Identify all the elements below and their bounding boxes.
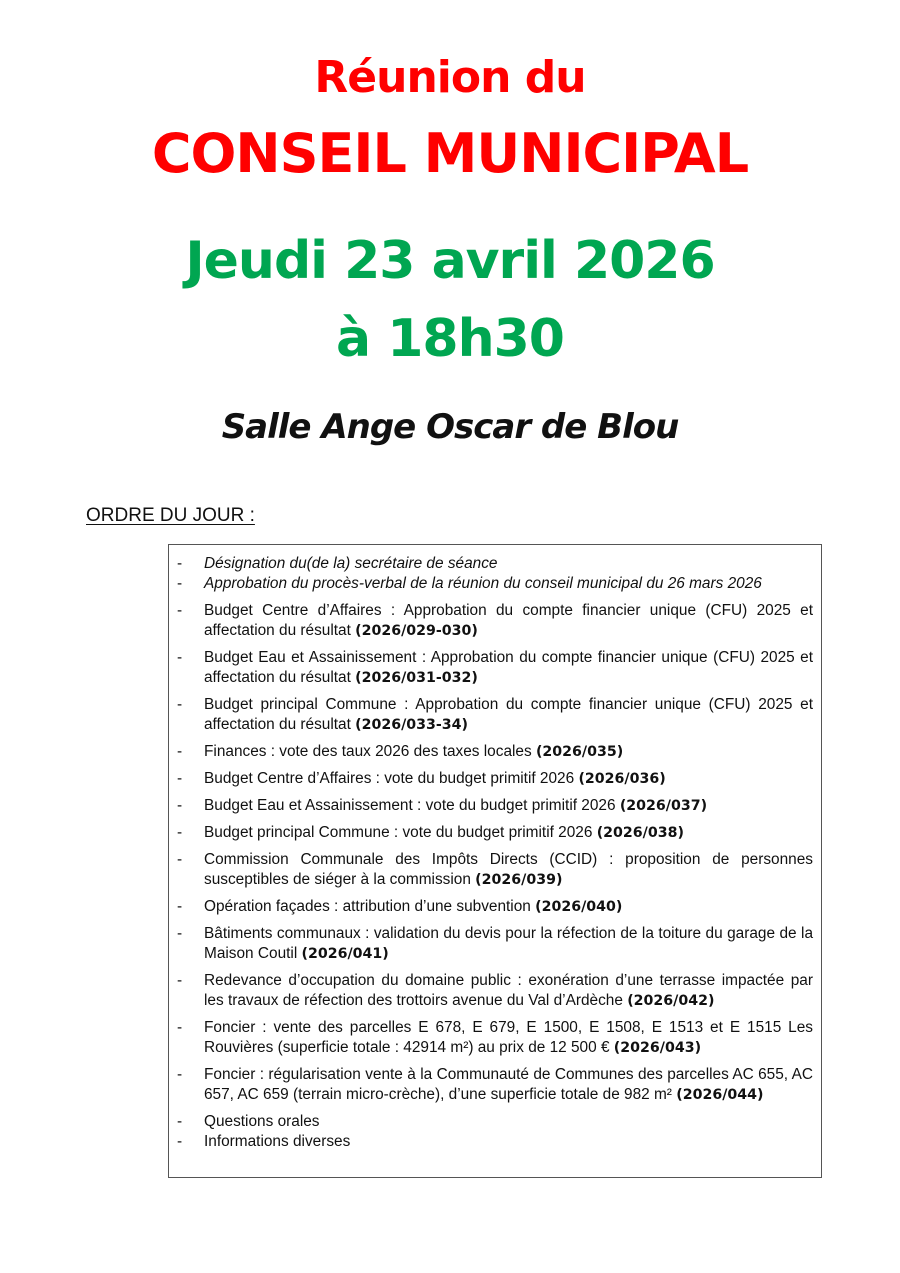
list-dash: - [177, 575, 183, 592]
agenda-item [177, 742, 813, 762]
agenda-item [177, 823, 813, 843]
agenda-item-text: Questions orales [204, 1113, 320, 1130]
agenda-item-text: Budget principal Commune : Approbation du compte financier unique (CFU) 2025 et affectation du résultat [204, 696, 813, 733]
list-dash: - [177, 1113, 183, 1130]
agenda-item-text: Redevance d’occupation du domaine public : exonération d’une terrasse impactée par les travaux de réfection des trottoirs avenue du Val d’Ardèche [204, 972, 813, 1009]
agenda-item-text: Foncier : régularisation vente à la Communauté de Communes des parcelles AC 655, AC 657, AC 659 (terrain micro-crèche), d’une superficie totale de 982 m² [204, 1066, 813, 1103]
deliberation-ref: (2026/029-030) [355, 623, 478, 639]
deliberation-ref: (2026/037) [619, 798, 708, 814]
agenda-item [177, 897, 813, 917]
deliberation-ref: (2026/031-032) [355, 670, 478, 686]
list-dash: - [177, 797, 183, 814]
agenda-item-text: Commission Communale des Impôts Directs (CCID) : proposition de personnes susceptibles de siéger à la commission [204, 851, 813, 888]
agenda-item [177, 1132, 813, 1152]
agenda-item [177, 648, 813, 688]
agenda-item-text: Finances : vote des taux 2026 des taxes locales [204, 743, 536, 760]
deliberation-ref: (2026/035) [535, 744, 624, 760]
deliberation-ref: (2026/044) [676, 1087, 764, 1103]
agenda-item [177, 695, 813, 735]
deliberation-ref: (2026/040) [535, 899, 623, 915]
agenda-item [177, 924, 813, 964]
list-dash: - [177, 824, 183, 841]
deliberation-ref: (2026/036) [578, 771, 666, 787]
agenda-item [177, 554, 813, 574]
list-dash: - [177, 743, 183, 760]
list-dash: - [177, 696, 183, 713]
deliberation-ref: (2026/038) [596, 825, 684, 841]
agenda-item-text: Opération façades : attribution d’une subvention [204, 898, 536, 915]
agenda-item [177, 971, 813, 1011]
deliberation-ref: (2026/039) [475, 872, 563, 888]
list-dash: - [177, 649, 183, 666]
agenda-item-text: Budget Centre d’Affaires : Approbation du compte financier unique (CFU) 2025 et affectation du résultat [204, 602, 813, 639]
agenda-list [177, 554, 813, 1152]
agenda-item-text: Informations diverses [204, 1133, 351, 1150]
meeting-date: Jeudi 23 avril 2026 [185, 231, 715, 291]
agenda-heading: ORDRE DU JOUR : [86, 505, 255, 526]
deliberation-ref: (2026/042) [627, 993, 715, 1009]
agenda-item-text: Désignation du(de la) secrétaire de séance [204, 555, 498, 572]
list-dash: - [177, 972, 183, 989]
agenda-item-text: Approbation du procès-verbal de la réunion du conseil municipal du 26 mars 2026 [204, 575, 762, 592]
agenda-item-text: Budget Eau et Assainissement : vote du budget primitif 2026 [204, 797, 620, 814]
list-dash: - [177, 1066, 183, 1083]
list-dash: - [177, 925, 183, 942]
agenda-item-text: Budget Eau et Assainissement : Approbation du compte financier unique (CFU) 2025 et affectation du résultat [204, 649, 813, 686]
meeting-time: à 18h30 [336, 309, 564, 369]
list-dash: - [177, 851, 183, 868]
list-dash: - [177, 602, 183, 619]
list-dash: - [177, 770, 183, 787]
agenda-item-text: Foncier : vente des parcelles E 678, E 679, E 1500, E 1508, E 1513 et E 1515 Les Rouvières (superficie totale : 42914 m²) au prix de 12 500 € [204, 1019, 813, 1056]
agenda-item [177, 574, 813, 594]
agenda-item [177, 1065, 813, 1105]
deliberation-ref: (2026/041) [301, 946, 389, 962]
agenda-item [177, 850, 813, 890]
deliberation-ref: (2026/043) [613, 1040, 702, 1056]
agenda-box [168, 544, 822, 1178]
agenda-item-text: Budget principal Commune : vote du budget primitif 2026 [204, 824, 597, 841]
agenda-item [177, 1112, 813, 1132]
list-dash: - [177, 555, 183, 572]
agenda-item [177, 769, 813, 789]
agenda-item [177, 796, 813, 816]
list-dash: - [177, 898, 183, 915]
list-dash: - [177, 1133, 183, 1150]
agenda-item [177, 601, 813, 641]
meeting-venue: Salle Ange Oscar de Blou [221, 407, 679, 447]
agenda-item-text: Budget Centre d’Affaires : vote du budget primitif 2026 [204, 770, 579, 787]
title-conseil-municipal: CONSEIL MUNICIPAL [151, 122, 749, 185]
agenda-item [177, 1018, 813, 1058]
list-dash: - [177, 1019, 183, 1036]
agenda-item-text: Bâtiments communaux : validation du devis pour la réfection de la toiture du garage de la Maison Coutil [204, 925, 813, 962]
deliberation-ref: (2026/033-34) [355, 717, 469, 733]
title-reunion-du: Réunion du [314, 52, 586, 103]
